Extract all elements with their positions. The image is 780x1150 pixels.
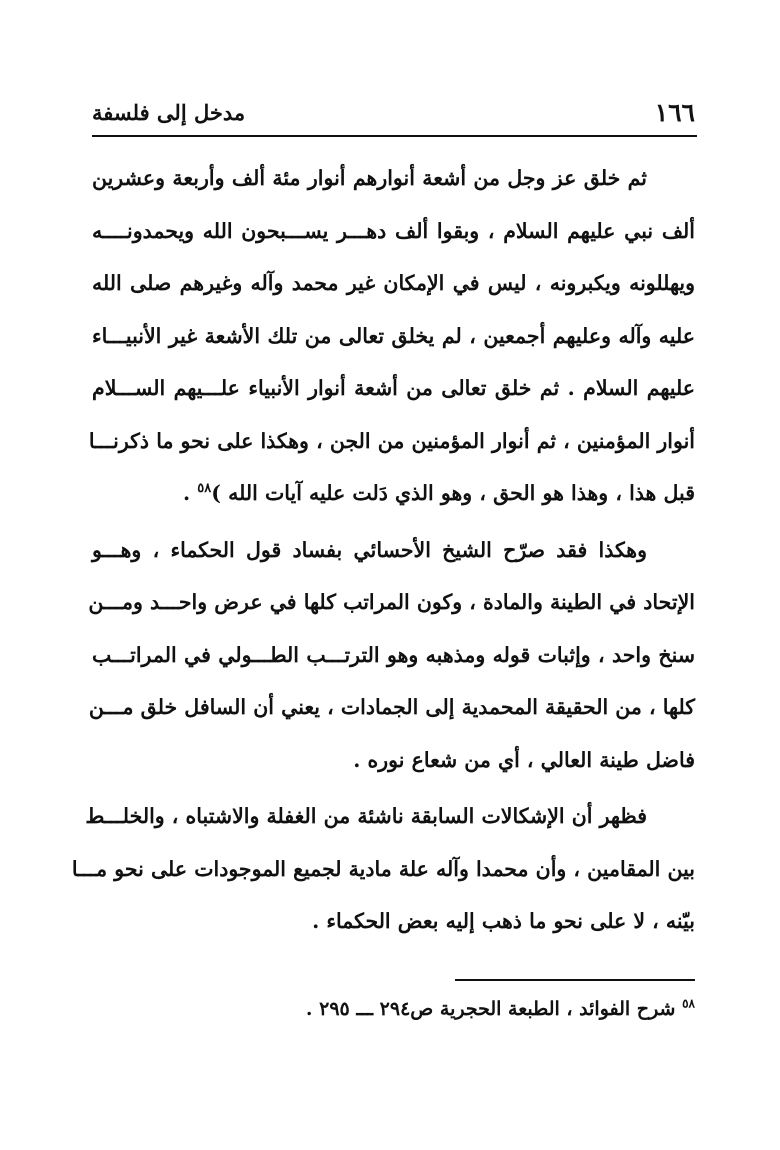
paragraph-2 — [88, 524, 695, 787]
footnote-number: ٥٨ — [682, 996, 695, 1011]
footnote-text: شرح الفوائد ، الطبعة الحجرية ص٢٩٤ ـــ ٢٩٥ . — [305, 998, 676, 1020]
text-line: عليهم السلام . ثم خلق تعالى من أشعة أنوار الأنبياء علـــيهم الســـلام — [92, 376, 695, 400]
text-line: ألف نبي عليهم السلام ، وبقوا ألف دهـــر يســـبحون الله ويحمدونــــه — [92, 218, 695, 243]
text-line: عليه وآله وعليهم أجمعين ، لم يخلق تعالى من تلك الأشعة غير الأنبيـــاء — [92, 323, 695, 348]
footnote — [92, 994, 695, 1024]
text-line: سنخ واحد ، وإثبات قوله ومذهبه وهو الترتـــب الطـــولي في المراتـــب — [92, 642, 695, 667]
text-segment: . — [183, 481, 198, 505]
text-line: وهكذا فقد صرّح الشيخ الأحسائي بفساد قول الحكماء ، وهـــو — [92, 537, 647, 562]
page-number: ١٦٦ — [654, 97, 695, 127]
text-line: بين المقامين ، وأن محمدا وآله علة مادية لجميع الموجودات على نحو مـــا — [71, 856, 695, 881]
text-line: بيّنه ، لا على نحو ما ذهب إليه بعض الحكماء . — [312, 909, 695, 933]
footnote-rule — [455, 979, 695, 981]
text-line: الإتحاد في الطينة والمادة ، وكون المراتب كلها في عرض واحـــد ومـــن — [88, 590, 695, 614]
body-text — [71, 152, 695, 948]
text-line: ويهللونه ويكبرونه ، ليس في الإمكان غير محمد وآله وغيرهم صلى الله — [92, 271, 695, 295]
text-line — [92, 467, 695, 520]
text-line: أنوار المؤمنين ، ثم أنوار المؤمنين من الجن ، وهكذا على نحو ما ذكرنـــا — [88, 428, 695, 453]
text-line: فاضل طينة العالي ، أي من شعاع نوره . — [353, 747, 695, 772]
text-line: فظهر أن الإشكالات السابقة ناشئة من الغفلة والاشتباه ، والخلـــط — [85, 804, 647, 828]
paragraph-3 — [71, 790, 695, 948]
text-segment: قبل هذا ، وهذا هو الحق ، وهو الذي دَلت عليه آيات الله ) — [211, 481, 695, 505]
running-title: مدخل إلى فلسفة — [92, 99, 246, 125]
page-header — [92, 92, 695, 132]
text-line: كلها ، من الحقيقة المحمدية إلى الجمادات ، يعني أن السافل خلق مـــن — [88, 695, 695, 719]
text-line: ثم خلق عز وجل من أشعة أنوارهم أنوار مئة ألف وأربعة وعشرين — [92, 166, 647, 190]
header-rule — [92, 135, 697, 137]
paragraph-1 — [88, 152, 695, 520]
footnote-reference[interactable]: ٥٨ — [197, 481, 212, 497]
